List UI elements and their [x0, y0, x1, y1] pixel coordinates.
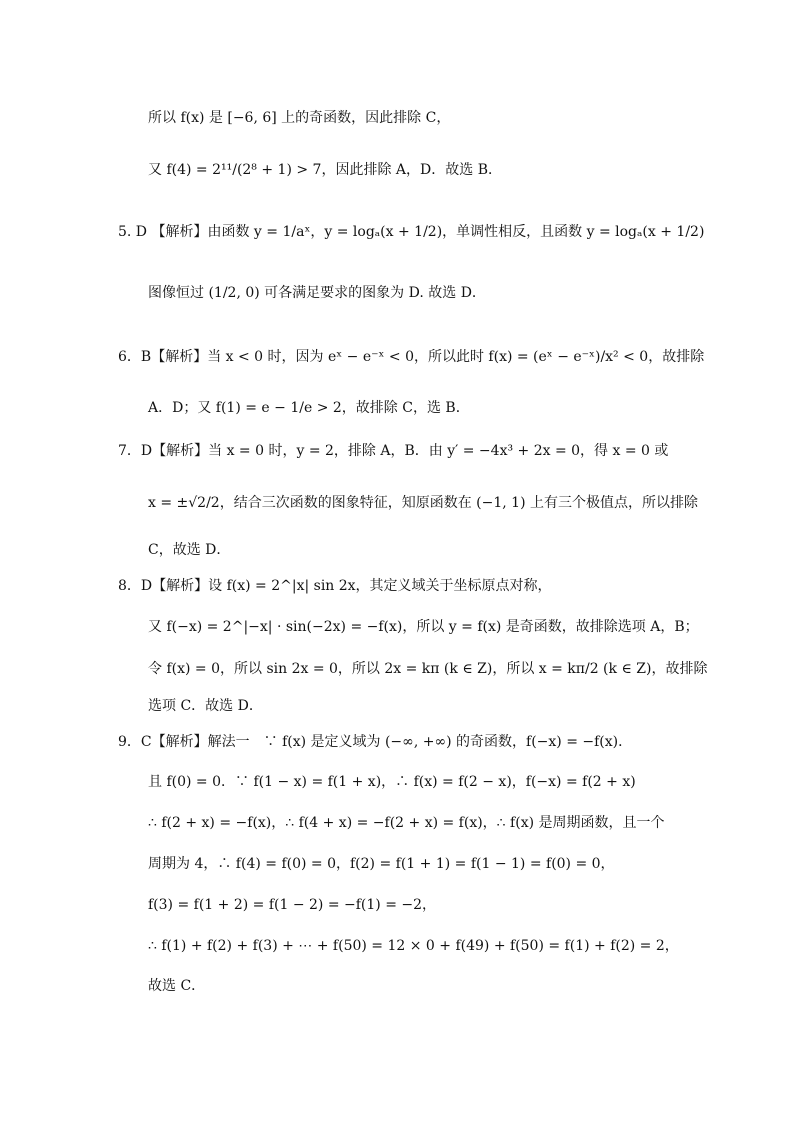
text-line: A．D；又 f(1) = e − 1/e > 2，故排除 C，选 B． — [148, 400, 470, 416]
text-line: ∴ f(2 + x) = −f(x)，∴ f(4 + x) = −f(2 + x) = f(x)，∴ f(x) 是周期函数，且一个 — [148, 815, 665, 831]
text-line: x = ±√2/2，结合三次函数的图象特征，知原函数在 (−1, 1) 上有三个极值点，所以排除 — [148, 495, 698, 511]
text-line: 且 f(0) = 0．∵ f(1 − x) = f(1 + x)，∴ f(x) = f(2 − x)，f(−x) = f(2 + x) — [148, 774, 636, 790]
text-line: 6．B【解析】当 x < 0 时，因为 eˣ − e⁻ˣ < 0，所以此时 f(x) = (eˣ − e⁻ˣ)/x² < 0，故排除 — [118, 349, 705, 365]
text-line: 9．C【解析】解法一 ∵ f(x) 是定义域为 (−∞, +∞) 的奇函数，f(−x) = −f(x)． — [118, 734, 633, 750]
text-line: C，故选 D． — [148, 542, 231, 558]
text-line: 8．D【解析】设 f(x) = 2^|x| sin 2x，其定义域关于坐标原点对称， — [118, 578, 552, 594]
text-line: 令 f(x) = 0，所以 sin 2x = 0，所以 2x = kπ (k ∈ Z)，所以 x = kπ/2 (k ∈ Z)，故排除 — [148, 661, 708, 677]
text-line: 周期为 4，∴ f(4) = f(0) = 0，f(2) = f(1 + 1) = f(1 − 1) = f(0) = 0， — [148, 856, 615, 872]
text-line: 所以 f(x) 是 [−6, 6] 上的奇函数，因此排除 C， — [148, 110, 451, 126]
text-line: ∴ f(1) + f(2) + f(3) + ⋯ + f(50) = 12 × 0 + f(49) + f(50) = f(1) + f(2) = 2， — [148, 938, 679, 954]
text-line: f(3) = f(1 + 2) = f(1 − 2) = −f(1) = −2， — [148, 897, 437, 913]
text-line: 5. D 【解析】由函数 y = 1/aˣ，y = logₐ(x + 1/2)，单调性相反，且函数 y = logₐ(x + 1/2) — [118, 224, 705, 240]
text-line: 故选 C． — [148, 978, 206, 994]
text-line: 选项 C．故选 D． — [148, 698, 263, 714]
text-line: 7．D【解析】当 x = 0 时，y = 2，排除 A，B．由 y′ = −4x³ + 2x = 0，得 x = 0 或 — [118, 443, 669, 459]
text-line: 又 f(−x) = 2^|−x| · sin(−2x) = −f(x)，所以 y = f(x) 是奇函数，故排除选项 A，B； — [148, 619, 699, 635]
text-line: 图像恒过 (1/2, 0) 可各满足要求的图象为 D. 故选 D． — [148, 285, 486, 301]
text-line: 又 f(4) = 2¹¹/(2⁸ + 1) > 7，因此排除 A，D．故选 B． — [148, 162, 502, 178]
